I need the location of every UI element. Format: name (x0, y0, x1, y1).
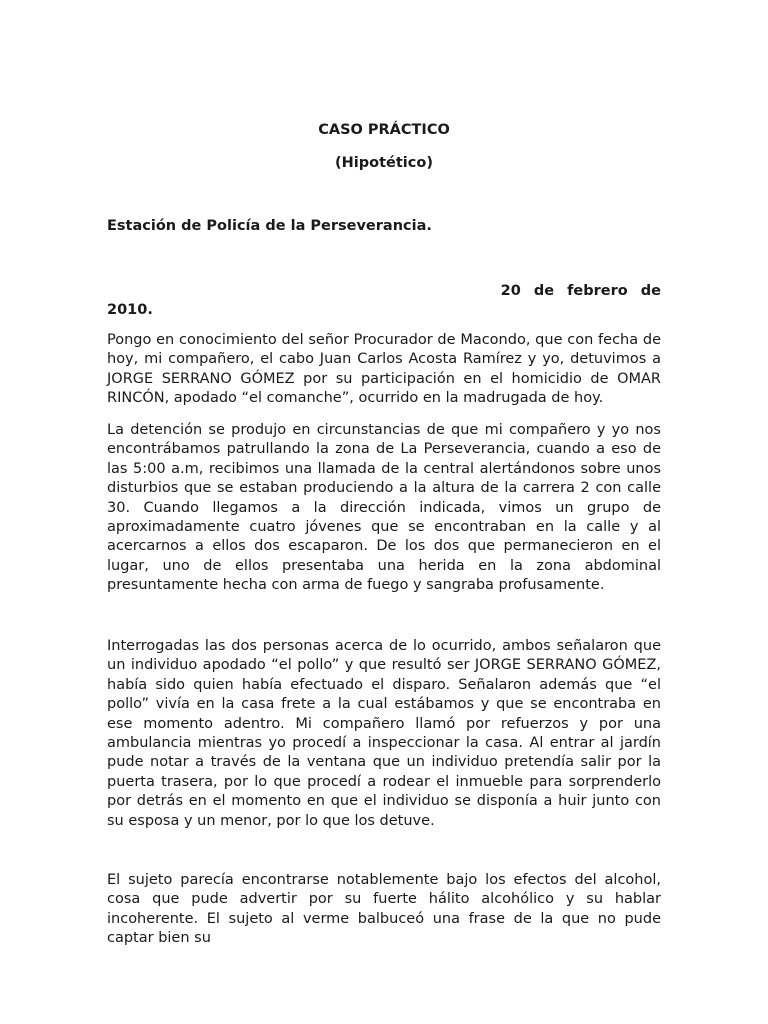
date-day-month: 20 de febrero de (500, 283, 661, 299)
paragraph-subject: El sujeto parecía encontrarse notablemente bajo los efectos del alcohol, cosa que pude advertir por su fuerte hálito alcohólico y su hablar incoherente. El sujeto al verme balbuceó una frase de la que no pude captar bien su (107, 872, 661, 947)
paragraph-interrogation: Interrogadas las dos personas acerca de lo ocurrido, ambos señalaron que un individuo apodado “el pollo” y que resultó ser JORGE SERRANO GÓMEZ, había sido quien había efectuado el disparo. Señalaron además que “el pollo” vivía en la casa frete a la cual estábamos y que se encontraba en ese momento adentro. Mi compañero llamó por refuerzos y por una ambulancia mientras yo procedí a inspeccionar la casa. Al entrar al jardín pude notar a través de la ventana que un individuo pretendía salir por la puerta trasera, por lo que procedí a rodear el inmueble para sorprenderlo por detrás en el momento en que el individuo se disponía a huir junto con su esposa y un menor, por lo que los detuve. (107, 638, 661, 829)
date-year: 2010. (107, 302, 153, 318)
paragraph-detention: La detención se produjo en circunstancias de que mi compañero y yo nos encontrábamos patrullando la zona de La Perseverancia, cuando a eso de las 5:00 a.m, recibimos una llamada de la central alertándonos sobre unos disturbios que se estaban produciendo a la altura de la carrera 2 con calle 30. Cuando llegamos a la dirección indicada, vimos un grupo de aproximadamente cuatro jóvenes que se encontraban en la calle y al acercarnos a ellos dos escaparon. De los dos que permanecieron en el lugar, uno de ellos presentaba una herida en la zona abdominal presuntamente hecha con arma de fuego y sangraba profusamente. (107, 422, 661, 594)
document-subtitle: (Hipotético) (335, 155, 433, 171)
station-heading: Estación de Policía de la Perseverancia. (107, 218, 432, 234)
document-title: CASO PRÁCTICO (318, 122, 450, 138)
paragraph-notice: Pongo en conocimiento del señor Procurador de Macondo, que con fecha de hoy, mi compañero, el cabo Juan Carlos Acosta Ramírez y yo, detuvimos a JORGE SERRANO GÓMEZ por su participación en el homicidio de OMAR RINCÓN, apodado “el comanche”, ocurrido en la madrugada de hoy. (107, 332, 661, 407)
date-line (107, 282, 661, 320)
